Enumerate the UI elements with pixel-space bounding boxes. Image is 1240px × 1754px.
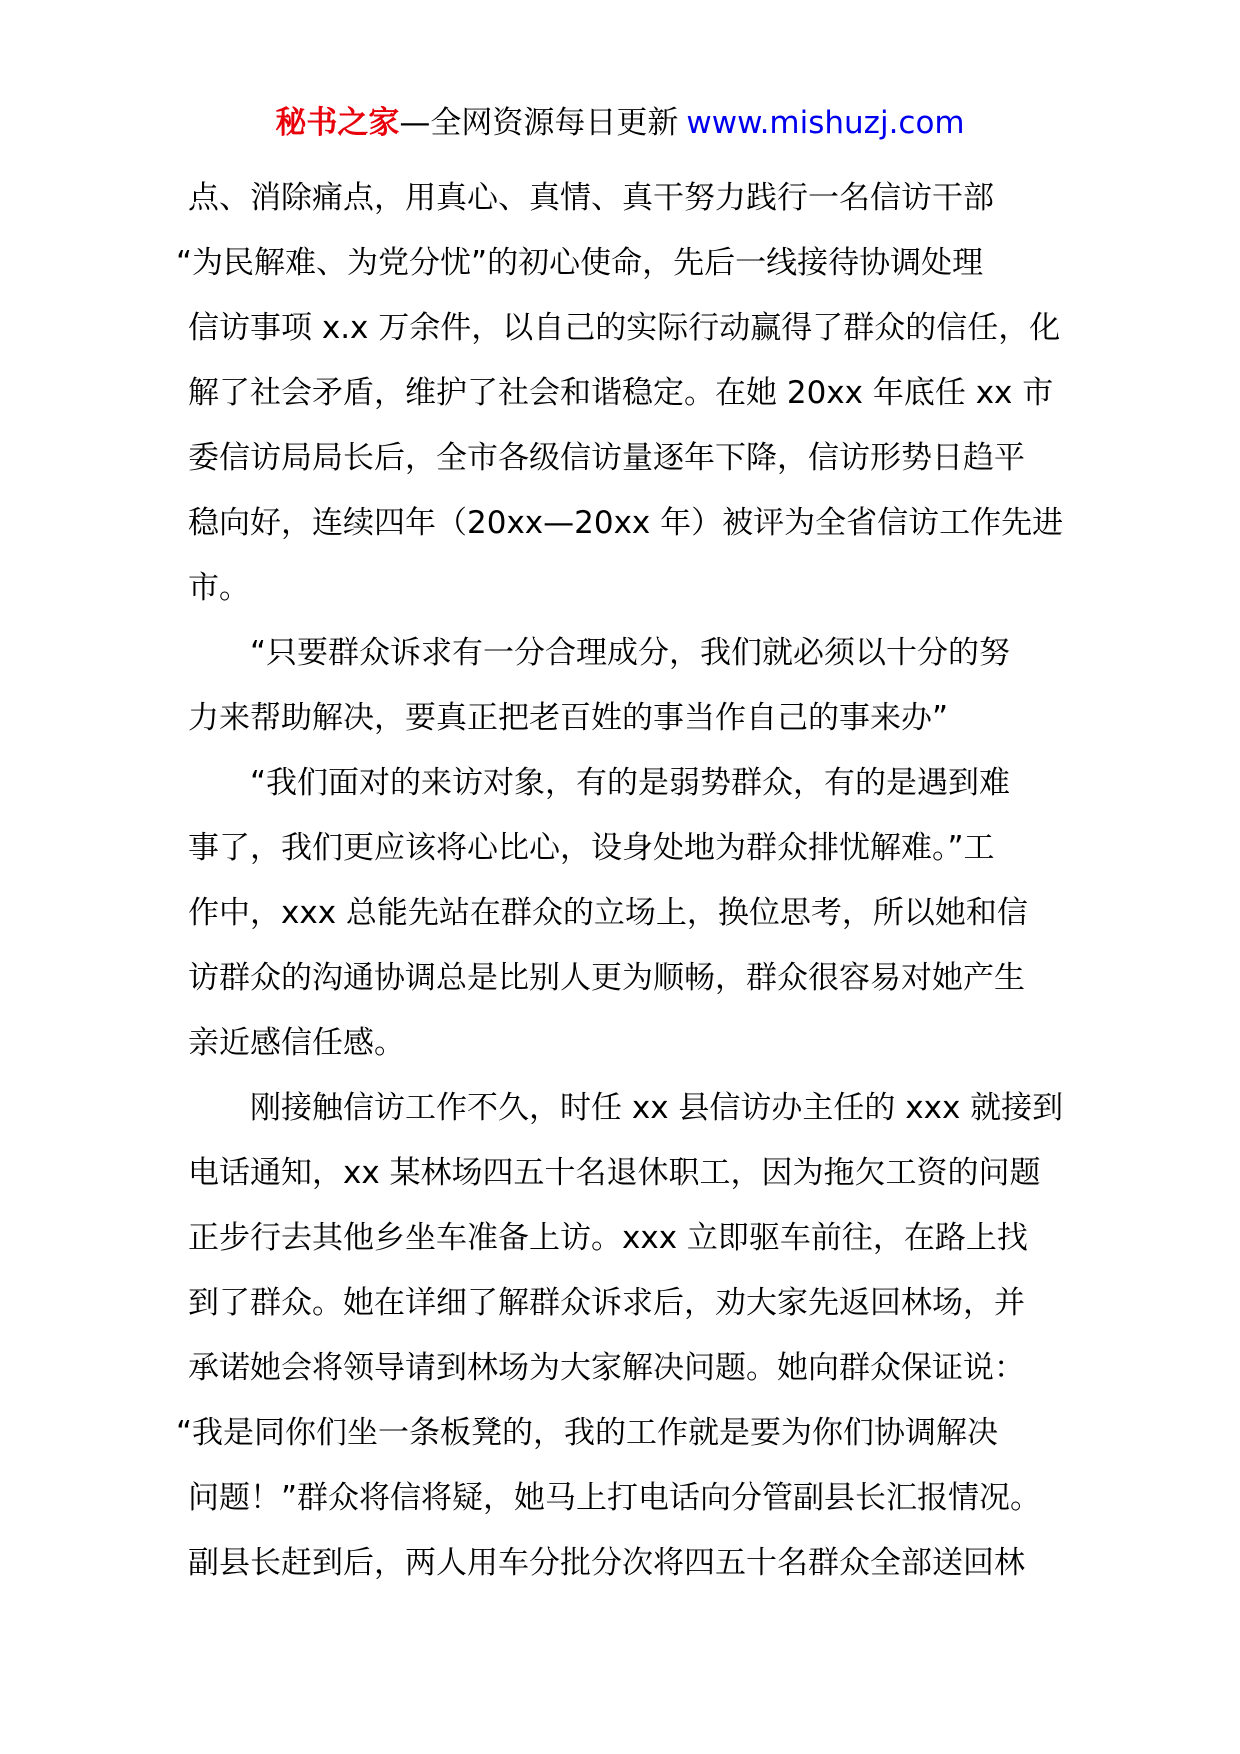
text-line: 委信访局局长后，全市各级信访量逐年下降，信访形势日趋平 (188, 440, 1025, 476)
text-line: 市。 (188, 570, 250, 606)
text-line: 力来帮助解决，要真正把老百姓的事当作自己的事来办” (188, 700, 949, 736)
page-header (0, 100, 1240, 146)
header-tagline: —全网资源每日更新 (399, 105, 679, 141)
text-line: 正步行去其他乡坐车准备上访。xxx 立即驱车前往，在路上找 (188, 1220, 1028, 1256)
header-brand: 秘书之家 (275, 105, 400, 141)
document-body (176, 166, 1068, 1596)
text-line: 访群众的沟通协调总是比别人更为顺畅，群众很容易对她产生 (188, 960, 1025, 996)
header-url-link[interactable]: www.mishuzj.com (686, 105, 965, 141)
text-line: 副县长赶到后，两人用车分批分次将四五十名群众全部送回林 (188, 1545, 1025, 1581)
text-line: 解了社会矛盾，维护了社会和谐稳定。在她 20xx 年底任 xx 市 (188, 375, 1054, 411)
text-line: 问题！”群众将信将疑，她马上打电话向分管副县长汇报情况。 (188, 1480, 1042, 1516)
text-line: 承诺她会将领导请到林场为大家解决问题。她向群众保证说： (188, 1350, 1025, 1386)
text-line: 作中，xxx 总能先站在群众的立场上，换位思考，所以她和信 (188, 895, 1028, 931)
text-line: 亲近感信任感。 (188, 1025, 405, 1061)
text-line: “我们面对的来访对象，有的是弱势群众，有的是遇到难 (250, 765, 1011, 801)
text-line: “只要群众诉求有一分合理成分，我们就必须以十分的努 (250, 635, 1011, 671)
text-line: “为民解难、为党分忧”的初心使命，先后一线接待协调处理 (176, 245, 984, 281)
text-line: 事了，我们更应该将心比心，设身处地为群众排忧解难。”工 (188, 830, 995, 866)
text-line: “我是同你们坐一条板凳的，我的工作就是要为你们协调解决 (176, 1415, 999, 1451)
text-line: 稳向好，连续四年（20xx—20xx 年）被评为全省信访工作先进 (188, 505, 1064, 541)
text-line: 到了群众。她在详细了解群众诉求后，劝大家先返回林场，并 (188, 1285, 1025, 1321)
text-line: 点、消除痛点，用真心、真情、真干努力践行一名信访干部 (188, 180, 994, 216)
text-line: 电话通知，xx 某林场四五十名退休职工，因为拖欠工资的问题 (188, 1155, 1041, 1191)
text-line: 刚接触信访工作不久，时任 xx 县信访办主任的 xxx 就接到 (250, 1090, 1064, 1126)
text-line: 信访事项 x.x 万余件，以自己的实际行动赢得了群众的信任，化 (188, 310, 1061, 346)
